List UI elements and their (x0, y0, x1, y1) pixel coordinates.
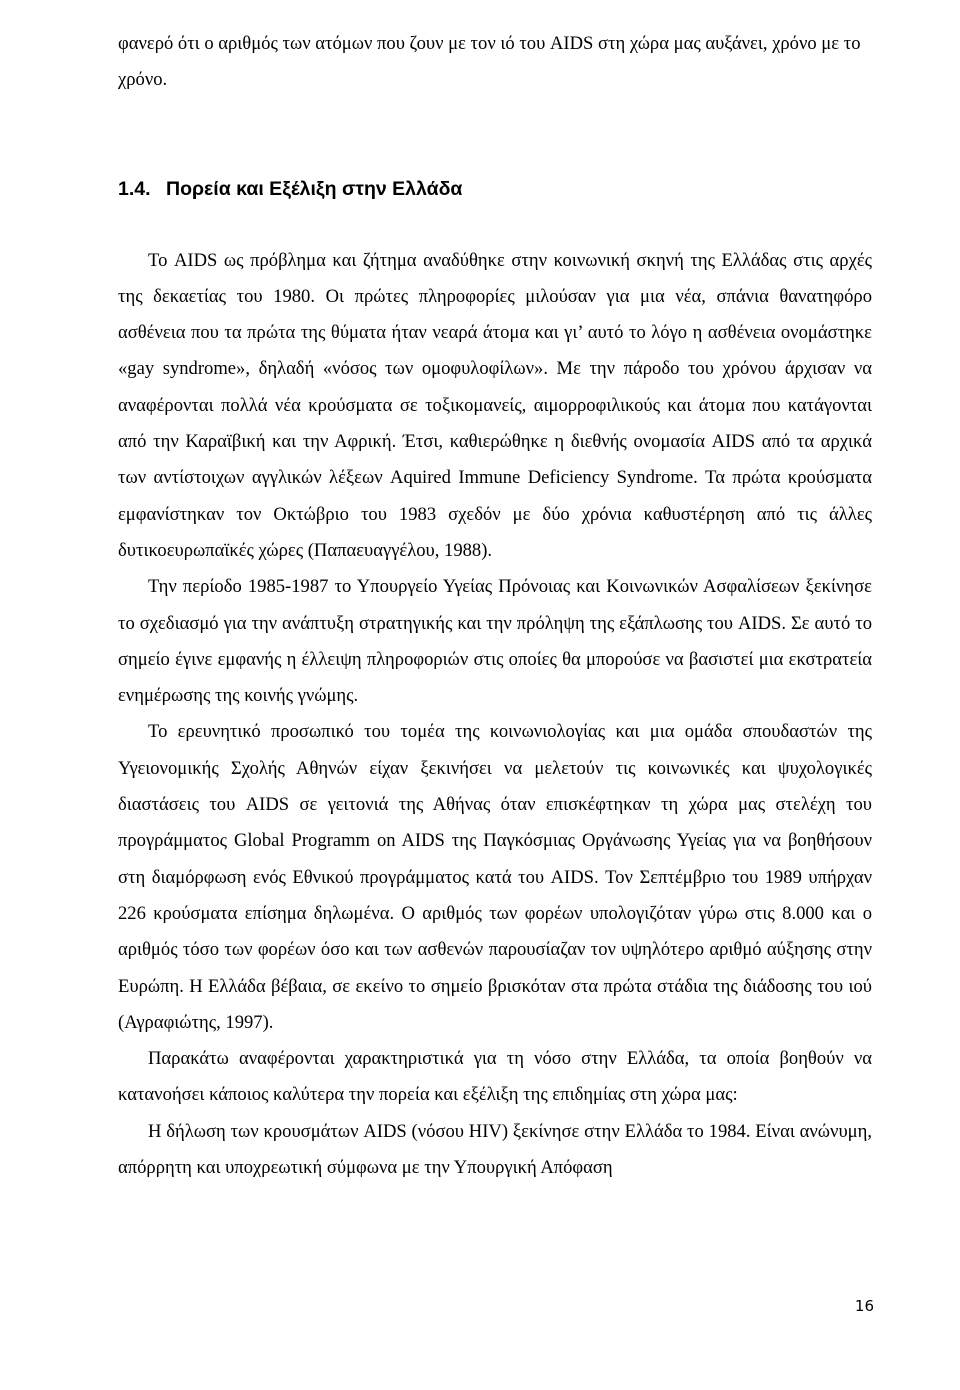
page-body (118, 26, 872, 1186)
body-paragraph: Το AIDS ως πρόβλημα και ζήτημα αναδύθηκε στην κοινωνική σκηνή της Ελλάδας στις αρχές της δεκαετίας του 1980. Οι πρώτες πληροφορίες μιλούσαν για μια νέα, σπάνια θανατηφόρο ασθένεια που τα πρώτα της θύματα ήταν νεαρά άτομα και γι’ αυτό το λόγο η ασθένεια ονομάστηκε «gay syndrome», δηλαδή «νόσος των ομοφυλοφίλων». Με την πάροδο του χρόνου άρχισαν να αναφέρονται πολλά νέα κρούσματα σε τοξικομανείς, αιμορροφιλικούς και άτομα που κατάγονται από την Καραϊβική και την Αφρική. Έτσι, καθιερώθηκε η διεθνής ονομασία AIDS από τα αρχικά των αντίστοιχων αγγλικών λέξεων Aquired Immune Deficiency Syndrome. Τα πρώτα κρούσματα εμφανίστηκαν τον Οκτώβριο του 1983 σχεδόν με δύο χρόνια καθυστέρηση από τις άλλες δυτικοευρωπαϊκές χώρες (Παπαευαγγέλου, 1988). (118, 249, 872, 561)
section-heading (118, 171, 872, 207)
spacer (118, 207, 872, 243)
section-title: Πορεία και Εξέλιξη στην Ελλάδα (166, 177, 463, 200)
intro-paragraph: φανερό ότι ο αριθμός των ατόμων που ζουν με τον ιό του AIDS στη χώρα μας αυξάνει, χρόνο με το χρόνο. (118, 33, 861, 91)
body-paragraph: Την περίοδο 1985-1987 το Υπουργείο Υγείας Πρόνοιας και Κοινωνικών Ασφαλίσεων ξεκίνησε το σχεδιασμό για την ανάπτυξη στρατηγικής και την πρόληψη της εξάπλωσης του AIDS. Σε αυτό το σημείο έγινε εμφανής η έλλειψη πληροφοριών στις οποίες θα μπορούσε να βασιστεί μια εκστρατεία ενημέρωσης της κοινής γνώμης. (118, 576, 872, 707)
section-number: 1.4. (118, 177, 151, 200)
body-paragraph: Το ερευνητικό προσωπικό του τομέα της κοινωνιολογίας και μια ομάδα σπουδαστών της Υγειονομικής Σχολής Αθηνών είχαν ξεκινήσει να μελετούν τις κοινωνικές και ψυχολογικές διαστάσεις του AIDS σε γειτονιά της Αθήνας όταν επισκέφτηκαν τη χώρα μας στελέχη του προγράμματος Global Programm on AIDS της Παγκόσμιας Οργάνωσης Υγείας για να βοηθήσουν στη διαμόρφωση ενός Εθνικού προγράμματος κατά του AIDS. Τον Σεπτέμβριο του 1989 υπήρχαν 226 κρούσματα επίσημα δηλωμένα. Ο αριθμός των φορέων υπολογιζόταν γύρω στις 8.000 και ο αριθμός τόσο των φορέων όσο και των ασθενών παρουσίαζαν τον υψηλότερο αριθμό αύξησης στην Ευρώπη. Η Ελλάδα βέβαια, σε εκείνο το σημείο βρισκόταν στα πρώτα στάδια της διάδοσης του ιού (Αγραφιώτης, 1997). (118, 721, 872, 1033)
page-number: 16 (854, 1297, 874, 1315)
body-paragraph: Η δήλωση των κρουσμάτων AIDS (νόσου HIV) ξεκίνησε στην Ελλάδα το 1984. Είναι ανώνυμη, απόρρητη και υποχρεωτική σύμφωνα με την Υπουργική Απόφαση (118, 1120, 872, 1179)
spacer (118, 99, 872, 171)
body-paragraph: Παρακάτω αναφέρονται χαρακτηριστικά για τη νόσο στην Ελλάδα, τα οποία βοηθούν να κατανοήσει κάποιος καλύτερα την πορεία και εξέλιξη της επιδημίας στη χώρα μας: (118, 1048, 872, 1106)
